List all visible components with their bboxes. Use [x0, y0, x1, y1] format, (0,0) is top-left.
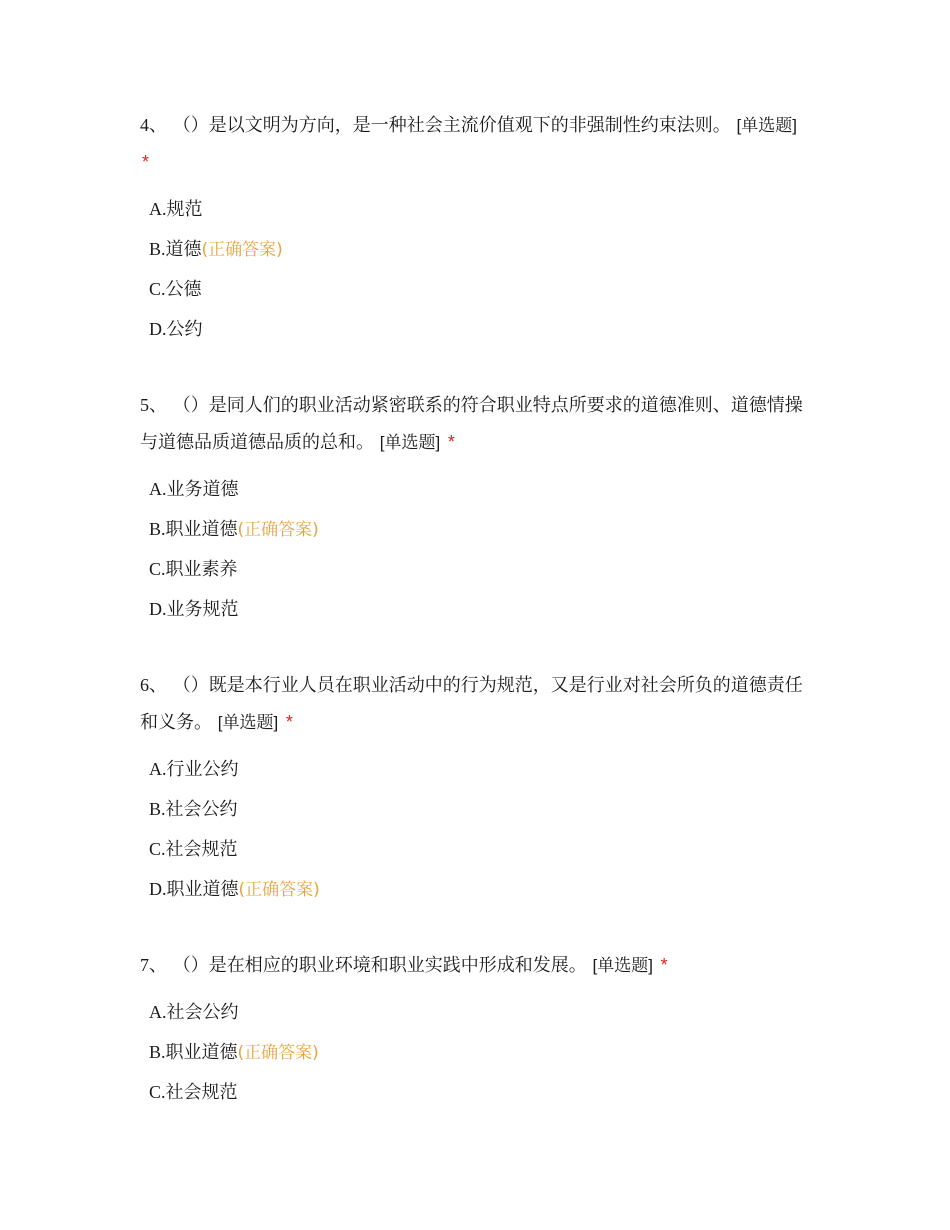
option-a[interactable]: [149, 189, 810, 229]
option-text: 公德: [165, 279, 202, 300]
question-number: 6、: [140, 675, 167, 695]
correct-answer-label: (正确答案): [201, 240, 283, 260]
correct-answer-label: (正确答案): [237, 1043, 319, 1063]
question-type-label: [单选题]: [736, 116, 797, 135]
option-text: 职业道德: [165, 1042, 238, 1063]
option-text: 社会公约: [166, 1002, 239, 1023]
question-type-label: [单选题]: [379, 433, 441, 452]
option-letter: A.: [149, 759, 167, 779]
option-letter: A.: [149, 479, 167, 499]
required-mark: *: [142, 152, 150, 172]
option-text: 职业道德: [166, 879, 239, 900]
option-b[interactable]: [149, 789, 810, 829]
option-letter: D.: [149, 319, 167, 339]
option-letter: B.: [149, 1042, 166, 1062]
option-a[interactable]: [149, 749, 810, 789]
option-letter: B.: [149, 519, 166, 539]
option-text: 职业道德: [165, 519, 238, 540]
option-d[interactable]: [149, 869, 810, 909]
question-text: （）是以文明为方向，是一种社会主流价值观下的非强制性约束法则。: [172, 115, 731, 136]
option-text: 业务道德: [166, 479, 239, 500]
option-c[interactable]: [149, 829, 810, 869]
question-type-label: [单选题]: [217, 713, 279, 732]
question-block: [140, 107, 810, 349]
question-block: [140, 387, 810, 629]
question-stem: [140, 107, 810, 181]
option-text: 社会规范: [165, 839, 238, 860]
question-type-label: [单选题]: [592, 956, 653, 975]
option-list: [140, 749, 810, 909]
question-number: 7、: [140, 955, 167, 975]
option-text: 公约: [166, 319, 203, 340]
option-letter: A.: [149, 1002, 167, 1022]
option-list: [140, 469, 810, 629]
option-letter: B.: [149, 799, 166, 819]
option-text: 社会规范: [165, 1082, 238, 1103]
option-a[interactable]: [149, 469, 810, 509]
option-letter: C.: [149, 559, 166, 579]
correct-answer-label: (正确答案): [237, 520, 319, 540]
question-stem: [140, 947, 810, 984]
question-text: （）既是本行业人员在职业活动中的行为规范，又是行业对社会所负的道德责任和义务。: [140, 675, 803, 733]
option-d[interactable]: [149, 309, 810, 349]
option-c[interactable]: [149, 269, 810, 309]
option-letter: B.: [149, 239, 166, 259]
option-c[interactable]: [149, 549, 810, 589]
option-letter: D.: [149, 599, 167, 619]
option-list: [140, 189, 810, 349]
question-text: （）是同人们的职业活动紧密联系的符合职业特点所要求的道德准则、道德情操与道德品质道德品质的总和。: [140, 395, 803, 453]
option-text: 道德: [165, 239, 202, 260]
required-mark: *: [447, 432, 455, 452]
option-list: [140, 992, 810, 1112]
required-mark: *: [285, 712, 293, 732]
option-letter: C.: [149, 1082, 166, 1102]
question-stem: [140, 387, 810, 461]
option-text: 职业素养: [165, 559, 238, 580]
option-a[interactable]: [149, 992, 810, 1032]
question-number: 5、: [140, 395, 167, 415]
option-d[interactable]: [149, 589, 810, 629]
option-text: 行业公约: [166, 759, 239, 780]
option-b[interactable]: [149, 509, 810, 549]
question-block: [140, 947, 810, 1112]
option-letter: D.: [149, 879, 167, 899]
required-mark: *: [660, 955, 668, 975]
option-letter: A.: [149, 199, 167, 219]
question-number: 4、: [140, 115, 167, 135]
option-text: 社会公约: [165, 799, 238, 820]
question-stem: [140, 667, 810, 741]
option-c[interactable]: [149, 1072, 810, 1112]
option-letter: C.: [149, 839, 166, 859]
option-text: 规范: [166, 199, 203, 220]
option-b[interactable]: [149, 229, 810, 269]
question-text: （）是在相应的职业环境和职业实践中形成和发展。: [172, 955, 587, 976]
option-letter: C.: [149, 279, 166, 299]
option-text: 业务规范: [166, 599, 239, 620]
correct-answer-label: (正确答案): [238, 880, 320, 900]
question-block: [140, 667, 810, 909]
option-b[interactable]: [149, 1032, 810, 1072]
